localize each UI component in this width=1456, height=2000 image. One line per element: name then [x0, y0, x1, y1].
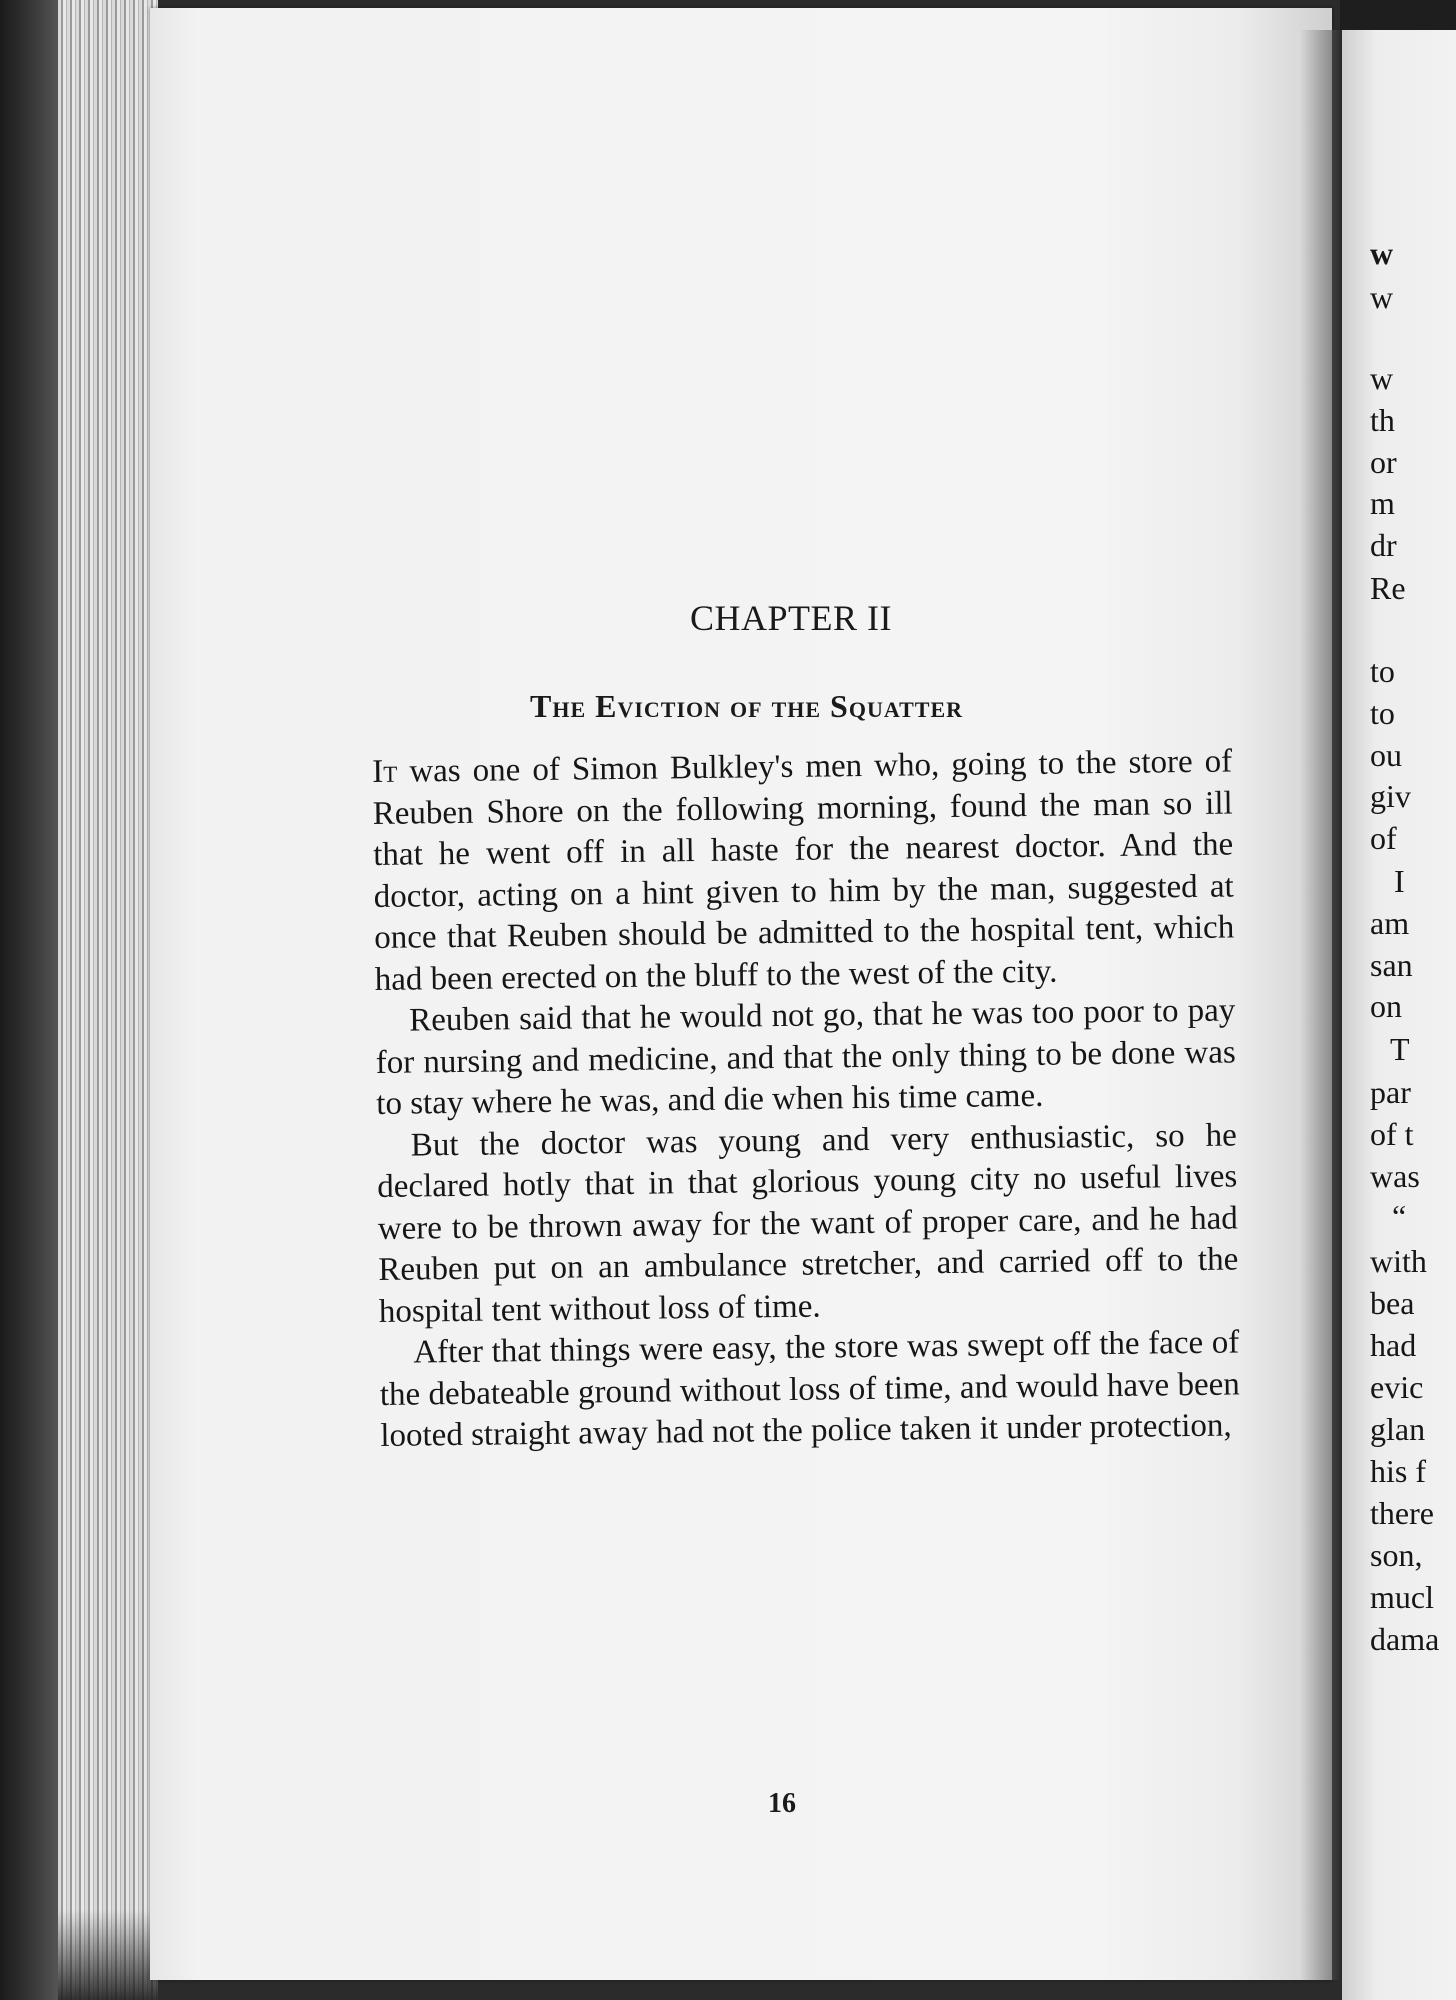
fragment: w: [1370, 279, 1394, 315]
fragment: had: [1370, 1327, 1417, 1363]
book-binding: [0, 0, 58, 2000]
chapter-subtitle: The Eviction of the Squatter: [530, 688, 964, 724]
page-edges: [58, 0, 158, 2000]
fragment: dr: [1370, 527, 1397, 563]
paragraph-4: After that things were easy, the store was swept off the face of the debateable ground without loss of time, and would have been looted straight away had not the police taken it under protection,: [379, 1324, 1241, 1454]
fragment: w: [1370, 360, 1394, 396]
chapter-title: CHAPTER II: [690, 598, 892, 638]
fragment: was: [1370, 1158, 1420, 1194]
fragment: dama: [1370, 1621, 1440, 1657]
fragment: or: [1370, 444, 1397, 480]
fragment: son,: [1370, 1537, 1423, 1573]
fragment: mucl: [1370, 1579, 1434, 1615]
fragment: of t: [1370, 1116, 1414, 1152]
chapter-body: [372, 741, 1241, 1457]
fragment: to: [1370, 653, 1395, 689]
fragment: w: [1370, 235, 1394, 271]
fragment: th: [1370, 402, 1395, 438]
fragment: giv: [1370, 778, 1411, 814]
fragment: par: [1370, 1074, 1411, 1110]
fragment: bea: [1370, 1285, 1415, 1321]
fragment: on: [1370, 988, 1402, 1024]
fragment: evic: [1370, 1369, 1424, 1405]
paragraph-1: [372, 741, 1235, 1000]
paragraph-2: Reuben said that he would not go, that he was too poor to pay for nursing and medicine, and that the only thing to be done was to stay where he was, and die when his time came.: [375, 992, 1236, 1122]
fragment: with: [1370, 1243, 1427, 1279]
page-number: 16: [768, 1788, 796, 1819]
paragraph-text: was one of Simon Bulkley's men who, going to the store of Reuben Shore on the following morning, found the man so ill that he went off in all haste for the nearest doctor. And the doctor, acting on a hint given to him by the man, suggested at once that Reuben should be admitted to the hospital tent, which had been erected on the bluff to the west of the city.: [372, 743, 1235, 998]
facing-page: [1342, 30, 1456, 2000]
fragment: glan: [1370, 1411, 1426, 1447]
paragraph-3: But the doctor was young and very enthusiastic, so he declared hotly that in that glorious young city no useful lives were to be thrown away for the want of proper care, and he had Reuben put on an ambulance stretcher, and carried off to the hospital tent without loss of time.: [377, 1116, 1239, 1330]
fragment: there: [1370, 1495, 1434, 1531]
fragment: his f: [1370, 1453, 1426, 1489]
fragment: am: [1370, 905, 1410, 941]
fragment: to: [1370, 695, 1395, 731]
paragraph-lead: It: [372, 753, 398, 790]
fragment: ou: [1370, 737, 1402, 773]
fragment: T: [1390, 1031, 1410, 1067]
background-edge: [1340, 0, 1456, 30]
fragment: “: [1392, 1198, 1407, 1234]
fragment: m: [1370, 485, 1395, 521]
fragment: Re: [1370, 570, 1406, 606]
fragment: I: [1394, 863, 1405, 899]
fragment: san: [1370, 947, 1413, 983]
fragment: of: [1370, 820, 1397, 856]
